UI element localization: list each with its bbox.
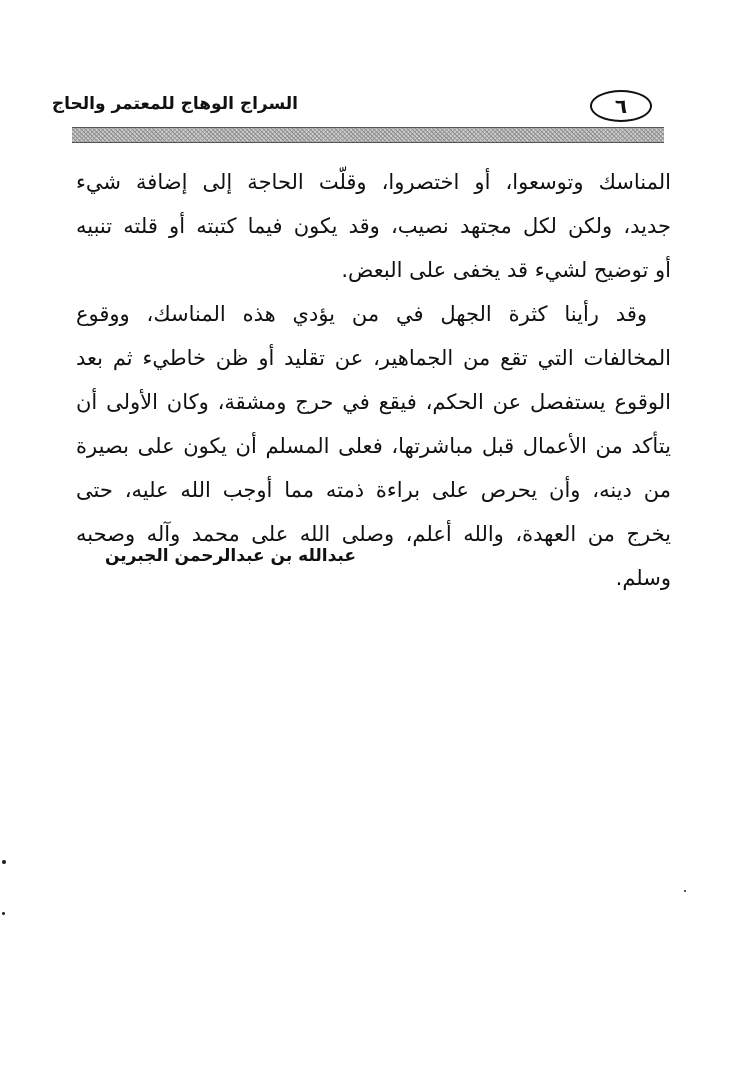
scan-speck <box>2 912 5 915</box>
page-number: ٦ <box>590 90 652 122</box>
scan-speck <box>684 890 686 892</box>
scan-speck <box>2 860 6 864</box>
text-line: الوقوع يستفصل عن الحكم، فيقع في حرج ومشقة، وكان الأولى أن <box>76 390 671 414</box>
text-line: من دينه، وأن يحرص على براءة ذمته مما أوجب الله عليه، حتى <box>76 478 671 502</box>
text-line: المخالفات التي تقع من الجماهير، عن تقليد أو ظن خاطيء ثم بعد <box>76 346 671 370</box>
text-line: المناسك وتوسعوا، أو اختصروا، وقلّت الحاجة إلى إضافة شيء <box>76 170 671 194</box>
book-title: السراج الوهاج للمعتمر والحاج <box>51 94 298 114</box>
text-line: يخرج من العهدة، والله أعلم، وصلى الله على محمد وآله وصحبه <box>76 522 671 546</box>
header-divider <box>72 127 664 143</box>
text-line: وسلم. <box>615 566 671 590</box>
page-header <box>51 86 662 128</box>
text-line: أو توضيح لشيء قد يخفى على البعض. <box>341 258 671 282</box>
body-text <box>76 160 671 600</box>
text-line: يتأكد من الأعمال قبل مباشرتها، فعلى المسلم أن يكون على بصيرة <box>76 434 671 458</box>
text-line: وقد رأينا كثرة الجهل في من يؤدي هذه المناسك، ووقوع <box>76 302 647 326</box>
text-line: جديد، ولكن لكل مجتهد نصيب، وقد يكون فيما كتبته أو قلته تنبيه <box>76 214 671 238</box>
author-signature: عبدالله بن عبدالرحمن الجبرين <box>104 546 356 566</box>
